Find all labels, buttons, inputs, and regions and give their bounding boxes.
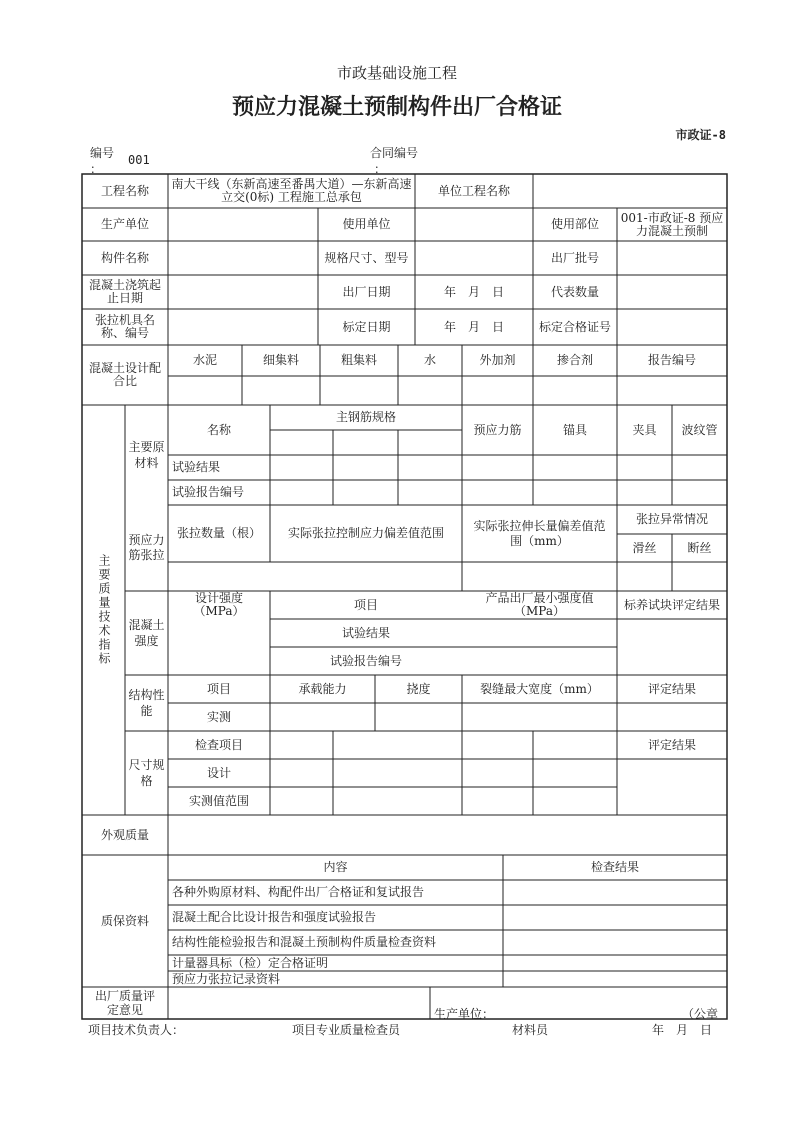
footer-material: 材料员: [512, 1023, 549, 1037]
strength-min-label: 产品出厂最小强度值（MPa）: [485, 591, 594, 618]
user-unit-label: 使用单位: [342, 217, 391, 231]
producer-label: 生产单位: [100, 217, 149, 231]
qa-item: 结构性能检验报告和混凝土预制构件质量检查资料: [172, 935, 437, 949]
mat-anchor-label: 锚具: [562, 422, 587, 437]
structure-item-label: 项目: [206, 681, 231, 696]
mix-col-report: 报告编号: [647, 353, 696, 367]
structure-crack-label: 裂缝最大宽度（mm）: [480, 681, 599, 696]
mat-clamp-label: 夹具: [632, 422, 657, 437]
tension-abnormal-label: 张拉异常情况: [635, 512, 708, 526]
mat-report-no-label: 试验报告编号: [172, 485, 245, 499]
opinion-seal-label: （公章: [682, 1007, 719, 1021]
qa-item: 计量器具标（检）定合格证明: [172, 955, 329, 970]
tension-label: 预应力筋张拉: [128, 533, 165, 562]
strength-item-label: 项目: [353, 597, 378, 612]
structure-capacity-label: 承载能力: [298, 681, 347, 696]
ship-date-value: 年 月 日: [443, 284, 504, 299]
contract-label: 合同编号: [370, 146, 419, 160]
project-name-label: 工程名称: [100, 183, 149, 198]
strength-report-label: 试验报告编号: [329, 653, 402, 668]
mix-col-addition: 掺合剂: [556, 353, 593, 367]
qa-content-label: 内容: [323, 860, 348, 874]
opinion-producer-label: 生产单位：: [434, 1007, 495, 1021]
number-label: 编号: [90, 146, 115, 160]
structure-deflection-label: 挠度: [406, 681, 431, 696]
structure-measured-label: 实测: [206, 709, 231, 724]
mat-name-label: 名称: [206, 422, 231, 437]
footer-tech-lead: 项目技术负责人：: [88, 1023, 185, 1037]
tension-tool-label: 张拉机具名称、编号: [94, 313, 155, 340]
qa-item: 各种外购原材料、构配件出厂合格证和复试报告: [172, 885, 425, 899]
contract-colon: ：: [374, 162, 387, 176]
strength-design-label: 设计强度（MPa）: [193, 591, 245, 618]
tension-elong-dev-label: 实际张拉伸长量偏差值范围（mm）: [473, 518, 606, 548]
qa-result-label: 检查结果: [590, 860, 639, 874]
calib-date-value: 年 月 日: [443, 319, 504, 334]
qa-item: 预应力张拉记录资料: [172, 971, 281, 986]
mix-col-admixture: 外加剂: [479, 353, 516, 367]
dimension-check-label: 检查项目: [194, 737, 243, 752]
tension-stress-dev-label: 实际张拉控制应力偏差值范围: [287, 526, 444, 540]
form-code: 市政证-8: [675, 128, 726, 142]
unit-project-label: 单位工程名称: [437, 183, 510, 198]
number-value: 001: [128, 153, 150, 167]
project-name-value: 南大干线（东新高速至番禺大道）—东新高速立交(0标) 工程施工总承包: [171, 177, 412, 204]
footer-date: 年 月 日: [652, 1023, 713, 1037]
pour-period-label: 混凝土浇筑起止日期: [88, 278, 161, 305]
mix-col-fine: 细集料: [262, 353, 299, 367]
calib-cert-label: 标定合格证号: [538, 319, 611, 334]
dimension-range-label: 实测值范围: [188, 793, 249, 808]
component-label: 构件名称: [100, 250, 149, 265]
appearance-label: 外观质量: [100, 827, 149, 842]
tension-count-label: 张拉数量（根）: [176, 526, 261, 540]
supertitle: 市政基础设施工程: [336, 64, 457, 82]
mix-col-coarse: 粗集料: [340, 353, 377, 367]
mix-col-cement: 水泥: [192, 353, 217, 367]
use-location-value: 001-市政证-8 预应力混凝土预制: [620, 210, 724, 238]
materials-label: 主要原材料: [128, 440, 165, 470]
rep-qty-label: 代表数量: [550, 284, 599, 299]
structure-eval-label: 评定结果: [647, 681, 696, 696]
strength-result-label: 试验结果: [341, 625, 390, 640]
strength-cure-label: 标养试块评定结果: [623, 597, 720, 612]
strength-label: 混凝土强度: [128, 618, 165, 648]
dimension-eval-label: 评定结果: [647, 737, 696, 752]
use-location-label: 使用部位: [550, 217, 599, 231]
dimension-design-label: 设计: [206, 765, 231, 780]
mat-prestress-label: 预应力筋: [473, 422, 522, 437]
spec-label: 规格尺寸、型号: [324, 250, 409, 265]
tension-slip-label: 滑丝: [632, 540, 657, 555]
mat-duct-label: 波纹管: [681, 422, 718, 437]
form-title: 预应力混凝土预制构件出厂合格证: [231, 95, 562, 120]
ship-date-label: 出厂日期: [342, 284, 391, 299]
mix-label: 混凝土设计配合比: [88, 361, 161, 388]
number-colon: ：: [90, 162, 103, 176]
qa-label: 质保资料: [100, 913, 149, 928]
mat-test-result-label: 试验结果: [172, 460, 221, 474]
tech-label: 主要质量技术指标: [97, 554, 111, 666]
qa-item: 混凝土配合比设计报告和强度试验报告: [172, 910, 377, 924]
footer-qc: 项目专业质量检查员: [292, 1023, 401, 1037]
opinion-label: 出厂质量评定意见: [94, 989, 155, 1017]
batch-label: 出厂批号: [550, 250, 599, 265]
mat-rebar-label: 主钢筋规格: [335, 410, 396, 424]
mix-col-water: 水: [423, 353, 436, 367]
structure-label: 结构性能: [128, 688, 165, 718]
tension-break-label: 断丝: [687, 540, 712, 555]
dimension-label: 尺寸规格: [128, 758, 165, 788]
calib-date-label: 标定日期: [342, 319, 391, 334]
